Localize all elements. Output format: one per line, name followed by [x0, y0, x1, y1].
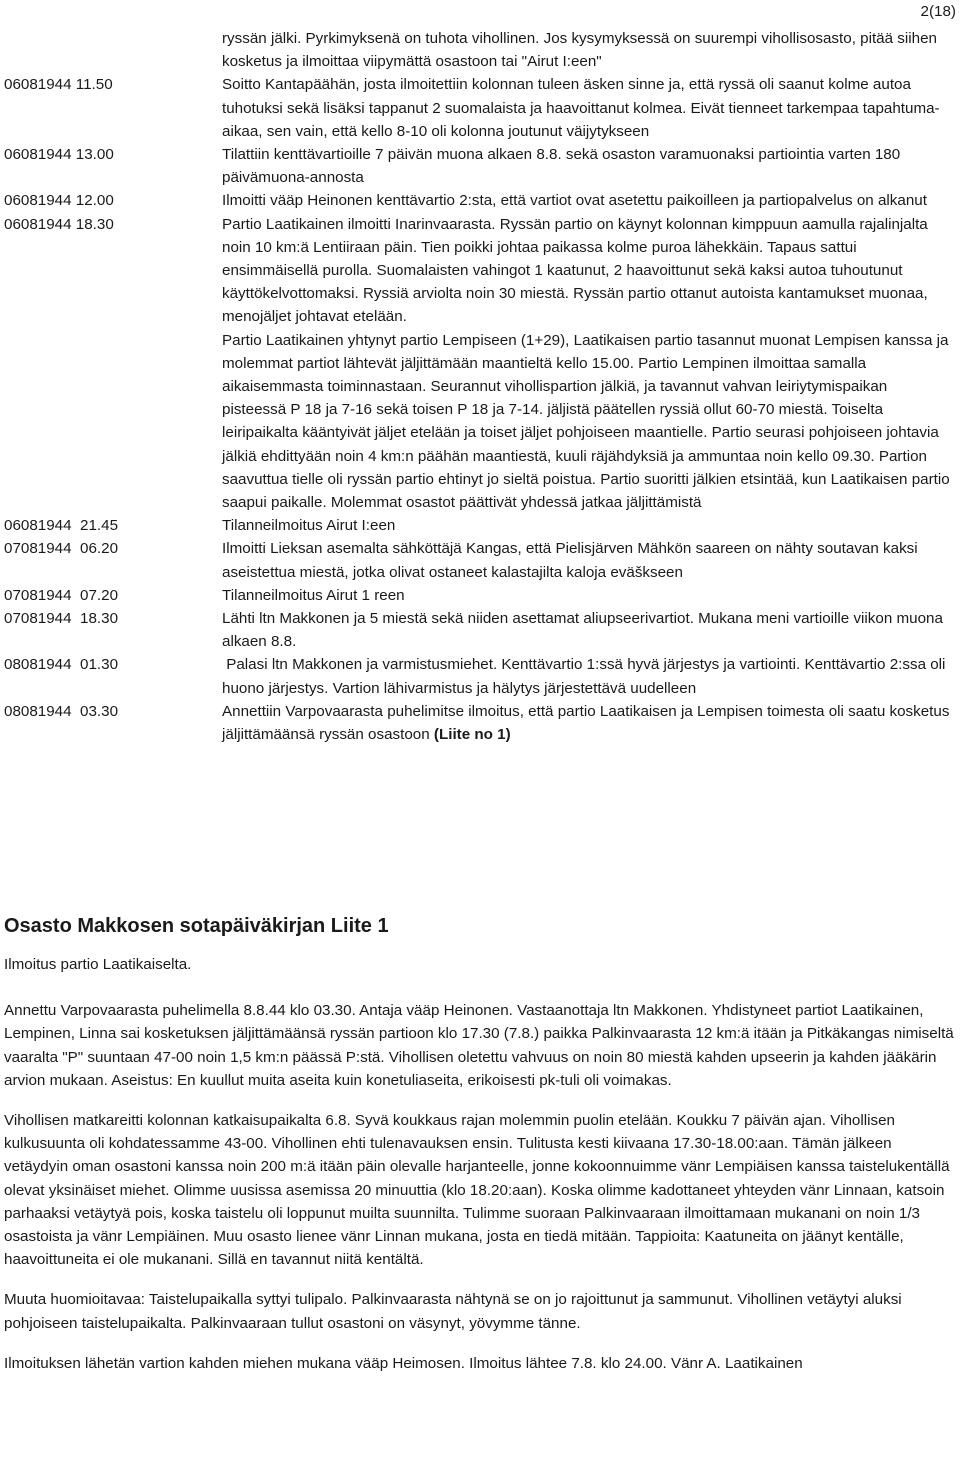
entry-paragraph: Tilanneilmoitus Airut 1 reen — [222, 586, 405, 604]
entry-text — [222, 607, 954, 653]
entry-paragraph: Tilanneilmoitus Airut I:een — [222, 517, 396, 535]
appendix-paragraph: Vihollisen matkareitti kolonnan katkaisupaikalta 6.8. Syvä koukkaus rajan molemmin puolin etelään. Koukku 7 päivän ajan. Vihollisen kulkusuunta oli kohdatessamme 43-00. Vihollinen ehti tulenavauksen ensin. Tulitusta kesti kiivaana 17.30-18.00:aan. Tämän jälkeen vetäydyin oman osastoni kanssa noin 200 m:ä itään päin olevalle harjanteelle, jonne kokoonnuimme vänr Lempiäisen kanssa taistelukentällä olevat yksinäiset miehet. Olimme uusissa asemissa 20 minuuttia (klo 18.20:aan). Koska olimme kadottaneet yhteyden vänr Linnaan, katsoin parhaaksi vetäytyä pois, koska taistelu oli loppunut muilta suunnilta. Tulimme suoraan Palkinvaaraan ilmoittamaan mukanani on noin 1/3 osastoista ja vänr Lempiäinen. Muu osasto lienee vänr Linnan mukana, josta en tiedä mitään. Tappioita: Kaatuneita on jäänyt kentälle, haavoittuneita ei ole mukanani. Sillä en tavannut niitä kentältä. — [4, 1112, 950, 1269]
entry-text — [222, 27, 954, 73]
entry-date: 06081944 12.00 — [4, 192, 114, 210]
entry-text — [222, 143, 954, 189]
entry-text — [222, 584, 954, 607]
diary-entry — [4, 607, 954, 653]
appendix-reference: (Liite no 1) — [433, 726, 511, 744]
entry-text — [222, 73, 954, 143]
entry-date: 06081944 13.00 — [4, 146, 114, 164]
diary-entry — [4, 514, 954, 537]
entry-date: 08081944 03.30 — [4, 702, 119, 720]
entry-paragraph: Partio Laatikainen ilmoitti Inarinvaarasta. Ryssän partio on käynyt kolonnan kimppuun aamulla rajalinjalta noin 10 km:ä Lentiiraan päin. Tien poikki johtaa paikassa kolme puroa lähekkäin. Tapaus sattui ensimmäisellä purolla. Suomalaisten vahingot 1 kaatunut, 2 haavoittunut sekä kaksi autoa tuhoutunut käyttökelvottomaksi. Ryssiä arviolta noin 30 miestä. Ryssän partio ottanut autoista kantamukset muonaa, menojäljet johtavat etelään. — [222, 215, 928, 326]
diary-entry — [4, 700, 954, 746]
appendix-section — [4, 911, 956, 1392]
diary-entry — [4, 189, 954, 212]
entry-date — [4, 27, 222, 73]
entry-date: 07081944 07.20 — [4, 586, 119, 604]
entry-paragraph: Soitto Kantapäähän, josta ilmoitettiin kolonnan tuleen äsken sinne ja, että ryssä oli saanut kolme autoa tuhotuksi sekä lisäksi tappanut 2 suomalaista ja haavoittanut kolmea. Eivät tienneet tarkempaa tapahtuma-aikaa, sen vain, että kello 8-10 oli kolonna joutunut väijytykseen — [222, 76, 940, 140]
entry-paragraph: Ilmoitti Lieksan asemalta sähköttäjä Kangas, että Pielisjärven Mähkön saareen on nähty soutavan kaksi aseistettua miestä, jotka olivat ostaneet kalastajilta kaloja eväškseen — [222, 540, 918, 581]
entry-paragraph: Palasi ltn Makkonen ja varmistusmiehet. Kenttävartio 1:ssä hyvä järjestys ja vartiointi. Kenttävartio 2:ssa oli huono järjestys. Vartion lähivarmistus ja hälytys järjestettävä uudelleen — [222, 656, 950, 697]
diary-entry — [4, 213, 954, 515]
entry-date: 06081944 21.45 — [4, 517, 119, 535]
entry-text — [222, 514, 954, 537]
entry-paragraph-text: Annettiin Varpovaarasta puhelimitse ilmoitus, että partio Laatikaisen ja Lempisen toimesta oli saatu kosketus jäljittämäänsä ryssän osastoon — [222, 702, 950, 744]
entry-text — [222, 653, 954, 699]
entry-paragraph — [222, 700, 954, 746]
entry-date: 07081944 18.30 — [4, 610, 119, 628]
diary-entry — [4, 27, 954, 73]
page-number: 2(18) — [920, 3, 956, 20]
entry-text — [222, 213, 954, 515]
entry-paragraph: ryssän jälki. Pyrkimyksenä on tuhota vihollinen. Jos kysymyksessä on suurempi vihollisosasto, pitää siihen kosketus ja ilmoittaa viipymättä osastoon tai "Airut I:een" — [222, 30, 937, 71]
entry-date: 08081944 01.30 — [4, 656, 119, 674]
entry-text — [222, 537, 954, 583]
diary-entries — [4, 27, 954, 746]
entry-date: 07081944 06.20 — [4, 540, 119, 558]
appendix-paragraph: Muuta huomioitavaa: Taistelupaikalla syttyi tulipalo. Palkinvaarasta nähtynä se on jo rajoittunut ja sammunut. Vihollinen vetäytyi aluksi pohjoiseen taistelupaikalta. Palkinvaaraan tullut osastoni on väsynyt, yövymme tänne. — [4, 1291, 902, 1332]
entry-date: 06081944 11.50 — [4, 76, 113, 94]
diary-entry — [4, 73, 954, 143]
entry-paragraph: Partio Laatikainen yhtynyt partio Lempiseen (1+29), Laatikaisen partio tasannut muonat Lempisen kanssa ja molemmat partiot lähtevät jäljittämään maantieltä kello 15.00. Partio Lempinen ilmoittaa samalla aikaisemmasta toiminnastaan. Seurannut vihollispartion jälkiä, ja tavannut vahvan leiriytymispaikan pisteessä P 18 ja 7-16 sekä toisen P 18 ja 7-14. jäljistä päätellen ryssiä ollut 60-70 miestä. Toiselta leiripaikalta kääntyivät jäljet etelään ja toiset jäljet pohjoiseen maantielle. Partio seurasi pohjoiseen johtavia jälkiä ehdittyään noin 4 km:n päähän maantiestä, kuuli räjähdyksiä ja ammuntaa noin kello 09.30. Partion saavuttua tielle oli ryssän partio ehtinyt jo sieltä poistua. Partio suoritti jälkien etsintää, kun Laatikaisen partio saapui paikalle. Molemmat osastot päättivät yhdessä jatkaa jäljittämistä — [222, 331, 950, 512]
diary-entry — [4, 584, 954, 607]
appendix-paragraph: Annettu Varpovaarasta puhelimella 8.8.44 klo 03.30. Antaja vääp Heinonen. Vastaanottaja ltn Makkonen. Yhdistyneet partiot Laatikainen, Lempinen, Linna sai kosketuksen jäljittämäänsä ryssän partioon klo 17.30 (7.8.) paikka Palkinvaarasta 12 km:ä itään ja Pitkäkangas nimiseltä vaaralta "P" suuntaan 47-00 noin 1,5 km:n päässä P:stä. Vihollisen oletettu vahvuus on noin 80 miestä kahden upseerin ja kahden jääkärin arvion mukaan. Aseistus: En kuullut muita aseita kuin konetuliaseita, erikoisesti pk-tuli oli voimakas. — [4, 1002, 954, 1089]
entry-text — [222, 700, 954, 746]
entry-paragraph: Lähti ltn Makkonen ja 5 miestä sekä niiden asettamat aliupseerivartiot. Mukana meni vartioille viikon muona alkaen 8.8. — [222, 610, 943, 651]
entry-paragraph: Ilmoitti vääp Heinonen kenttävartio 2:sta, että vartiot ovat asetettu paikoilleen ja partiopalvelus on alkanut — [222, 192, 927, 210]
diary-entry — [4, 653, 954, 699]
entry-paragraph: Tilattiin kenttävartioille 7 päivän muona alkaen 8.8. sekä osaston varamuonaksi partiointia varten 180 päivämuona-annosta — [222, 146, 901, 187]
diary-entry — [4, 143, 954, 189]
appendix-subtitle: Ilmoitus partio Laatikaiselta. — [4, 956, 192, 973]
entry-date: 06081944 18.30 — [4, 215, 114, 233]
appendix-title: Osasto Makkosen sotapäiväkirjan Liite 1 — [4, 915, 389, 937]
appendix-paragraph: Ilmoituksen lähetän vartion kahden miehen mukana vääp Heimosen. Ilmoitus lähtee 7.8. klo 24.00. Vänr A. Laatikainen — [4, 1354, 803, 1372]
diary-entry — [4, 537, 954, 583]
entry-text — [222, 189, 954, 212]
